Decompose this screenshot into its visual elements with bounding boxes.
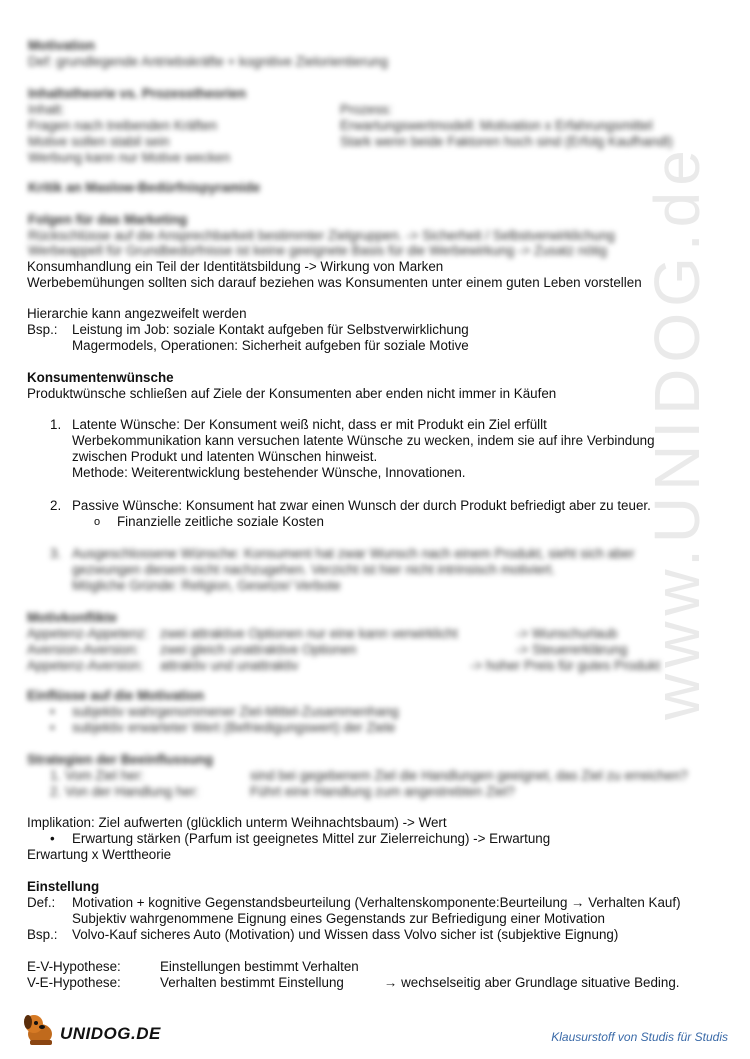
list-number-3: 3. [50,546,62,561]
bsp-line-1: Leistung im Job: soziale Kontakt aufgeben für Selbstverwirklichung [72,322,469,337]
konsumentenwuensche-intro: Produktwünsche schließen auf Ziele der Konsumenten aber enden nicht immer in Käufen [27,386,557,401]
einfluesse-bullet-2: • [50,720,55,735]
ve-arrow-text: → wechselseitig aber Grundlage situative Beding. [384,975,680,990]
latente-line-1: Latente Wünsche: Der Konsument weiß nicht, dass er mit Produkt ein Ziel erfüllt [72,417,547,432]
ausgeschlossen-line-1: Ausgeschlossene Wünsche: Konsument hat zwar Wunsch nach einem Produkt, sieht sich aber [72,546,635,561]
mk-row-3-b: attraktiv und unattraktiv [160,658,299,673]
bsp2-label: Bsp.: [27,927,58,942]
hierarchie-line: Hierarchie kann angezweifelt werden [27,306,247,321]
dog-logo-icon [20,1010,60,1048]
strategie-2-text: Führt eine Handlung zum angestrebten Ziel? [250,784,515,799]
strategien-heading: Strategien der Beeinflussung [27,752,214,767]
inhalt-line-3: Werbung kann nur Motive wecken [28,150,231,165]
marketing-line-2: Werbeappell für Grundbedürfnisse ist keine geeignete Basis für die Werbewirkung -> Zusatz nötig [28,243,607,258]
motivation-definition: Def: grundlegende Antriebskräfte + kognitive Zielorientierung [28,54,388,69]
passive-sub-line: Finanzielle zeitliche soziale Kosten [117,514,324,529]
implikation-bullet-text: Erwartung stärken (Parfum ist geeignetes Mittel zur Zielerreichung) -> Erwartung [72,831,551,846]
strategie-1-label: 1. Vom Ziel her: [50,768,144,783]
mk-row-2-b: zwei gleich unattraktive Optionen [160,642,357,657]
ev-hypothese-label: E-V-Hypothese: [27,959,121,974]
strategie-1-text: sind bei gegebenem Ziel die Handlungen geeignet, das Ziel zu erreichen? [250,768,688,783]
ev-hypothese-text: Einstellungen bestimmt Verhalten [160,959,359,974]
mk-row-3-a: Appetenz-Aversion: [27,658,144,673]
bsp-label: Bsp.: [27,322,58,337]
prozess-line-1: Erwartungswertmodell: Motivation x Erfahrungsmittel [340,118,653,133]
list-number-1: 1. [50,417,62,432]
konsumhandlung-line: Konsumhandlung ein Teil der Identitätsbildung -> Wirkung von Marken [27,259,444,274]
bsp-line-2: Magermodels, Operationen: Sicherheit aufgeben für soziale Motive [72,338,469,353]
latente-line-2: Werbekommunikation kann versuchen latente Wünsche zu wecken, indem sie auf ihre Verbindung [72,433,655,448]
marketing-line-1: Rückschlüsse auf die Ansprechbarkeit bestimmter Zielgruppen. -> Sicherheit / Selbstverwirklichung [28,228,615,243]
sub-bullet: o [94,516,101,528]
einfluesse-line-2: subjektiv erwarteter Wert (Befriedigungswert) der Ziele [72,720,396,735]
prozess-label: Prozess: [340,102,393,117]
implikation-bullet: • [50,831,55,846]
maslow-heading: Kritik an Maslow-Bedürfnispyramide [28,180,261,195]
einfluesse-line-1: subjektiv wahrgenommener Ziel-Mittel-Zusammenhang [72,704,399,719]
passive-line-1: Passive Wünsche: Konsument hat zwar einen Wunsch der durch Produkt befriedigt aber zu teuer. [72,498,651,513]
inhalt-line-1: Fragen nach treibenden Kräften [28,118,218,133]
def-line-1: Motivation + kognitive Gegenstandsbeurteilung (Verhaltenskomponente:Beurteilung → Verhalten Kauf) [72,895,681,910]
mk-row-1-a: Appetenz-Appetenz: [27,626,149,641]
list-number-2: 2. [50,498,62,513]
werbebemuehungen-line: Werbebemühungen sollten sich darauf beziehen was Konsumenten unter einem guten Leben vorstellen [27,275,642,290]
implikation-line: Implikation: Ziel aufwerten (glücklich unterm Weihnachtsbaum) -> Wert [27,815,447,830]
def-label: Def.: [27,895,56,910]
motivation-heading: Motivation [28,38,95,53]
ve-hypothese-label: V-E-Hypothese: [27,975,121,990]
latente-line-4: Methode: Weiterentwicklung bestehender Wünsche, Innovationen. [72,465,466,480]
ve-hypothese-text: Verhalten bestimmt Einstellung [160,975,344,990]
ausgeschlossen-line-3: Mögliche Gründe: Religion, Gesetze/ Verbote [72,578,341,593]
bsp2-line: Volvo-Kauf sicheres Auto (Motivation) und Wissen dass Volvo sicher ist (subjektive Eignung) [72,927,619,942]
inhalt-line-2: Motive sollen stabil sein [28,134,170,149]
inhalt-label: Inhalt: [28,102,65,117]
konsumentenwuensche-heading: Konsumentenwünsche [27,370,174,385]
mk-row-2-c: -> Steuererklärung [516,642,628,657]
mk-row-1-c: -> Wunschurlaub [516,626,618,641]
einstellung-heading: Einstellung [27,879,100,894]
def-line-2: Subjektiv wahrgenommene Eignung eines Gegenstands zur Befriedigung einer Motivation [72,911,605,926]
watermark: www.UNIDOG.de [641,144,713,720]
marketing-heading: Folgen für das Marketing [28,212,188,227]
logo-text: UNIDOG.DE [60,1024,161,1043]
mk-row-1-b: zwei attraktive Optionen nur eine kann verwirklicht [160,626,458,641]
strategie-2-label: 2. Von der Handlung her: [50,784,199,799]
mk-row-3-c: -> hoher Preis für gutes Produkt [470,658,661,673]
prozess-line-2: Stark wenn beide Faktoren hoch sind (Erfolg Kaufhandl) [340,134,673,149]
einfluesse-bullet-1: • [50,704,55,719]
footer-tagline: Klausurstoff von Studis für Studis [551,1030,728,1044]
motivkonflikte-heading: Motivkonflikte [27,610,118,625]
mk-row-2-a: Aversion-Aversion: [27,642,139,657]
einfluesse-heading: Einflüsse auf die Motivation [27,688,205,703]
latente-line-3: zwischen Produkt und latenten Wünschen hinweist. [72,449,378,464]
ausgeschlossen-line-2: gezwungen diesem nicht nachzugehen. Verzicht ist hier nicht intrinsisch motiviert. [72,562,556,577]
unidog-logo [20,1010,190,1050]
inhalt-prozess-heading: Inhaltstheorie vs. Prozesstheorien [28,86,247,101]
werttheorie-line: Erwartung x Werttheorie [27,847,172,862]
